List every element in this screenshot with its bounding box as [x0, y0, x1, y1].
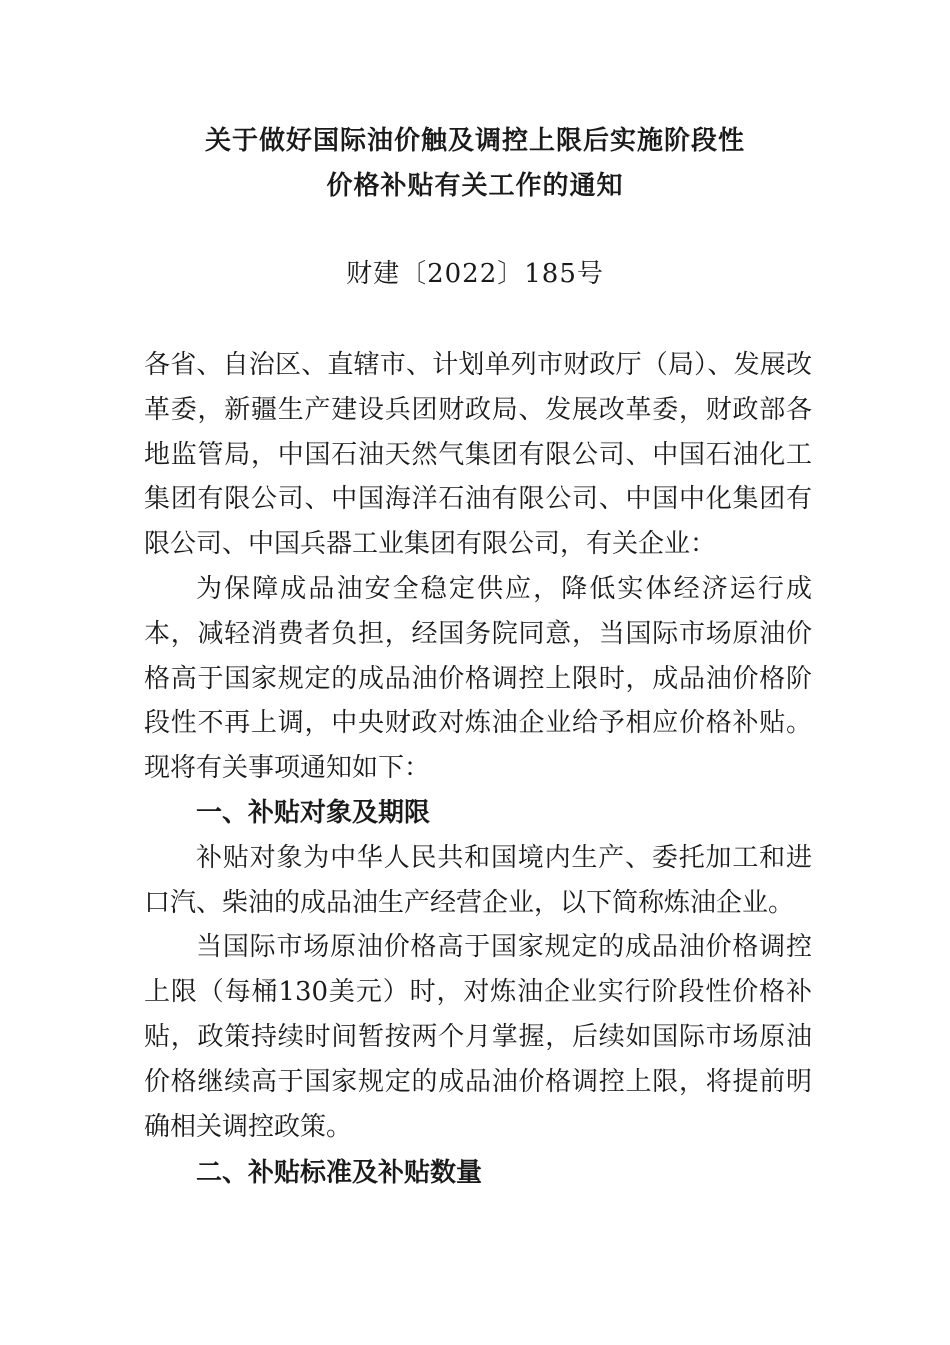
document-title-line-2: 价格补贴有关工作的通知 [326, 171, 624, 201]
section-1-paragraph-1: 补贴对象为中华人民共和国境内生产、委托加工和进口汽、柴油的成品油生产经营企业，以下简称炼油企业。 [144, 842, 812, 918]
document-title-line-1: 关于做好国际油价触及调控上限后实施阶段性 [204, 126, 745, 156]
document-number: 财建〔2022〕185号 [346, 259, 604, 289]
section-1-paragraph-2: 当国际市场原油价格高于国家规定的成品油价格调控上限（每桶130美元）时，对炼油企业实行阶段性价格补贴，政策持续时间暂按两个月掌握，后续如国际市场原油价格继续高于国家规定的成品油价格调控上限，将提前明确相关调控政策。 [144, 932, 812, 1142]
addressees-paragraph: 各省、自治区、直辖市、计划单列市财政厅（局）、发展改革委，新疆生产建设兵团财政局、发展改革委，财政部各地监管局，中国石油天然气集团有限公司、中国石油化工集团有限公司、中国海洋石油有限公司、中国中化集团有限公司、中国兵器工业集团有限公司，有关企业： [144, 350, 812, 560]
intro-paragraph: 为保障成品油安全稳定供应，降低实体经济运行成本，减轻消费者负担，经国务院同意，当国际市场原油价格高于国家规定的成品油价格调控上限时，成品油价格阶段性不再上调，中央财政对炼油企业给予相应价格补贴。现将有关事项通知如下： [144, 573, 812, 784]
section-2-heading: 二、补贴标准及补贴数量 [196, 1158, 483, 1189]
section-1-heading: 一、补贴对象及期限 [196, 797, 431, 828]
document-body [144, 343, 812, 1196]
